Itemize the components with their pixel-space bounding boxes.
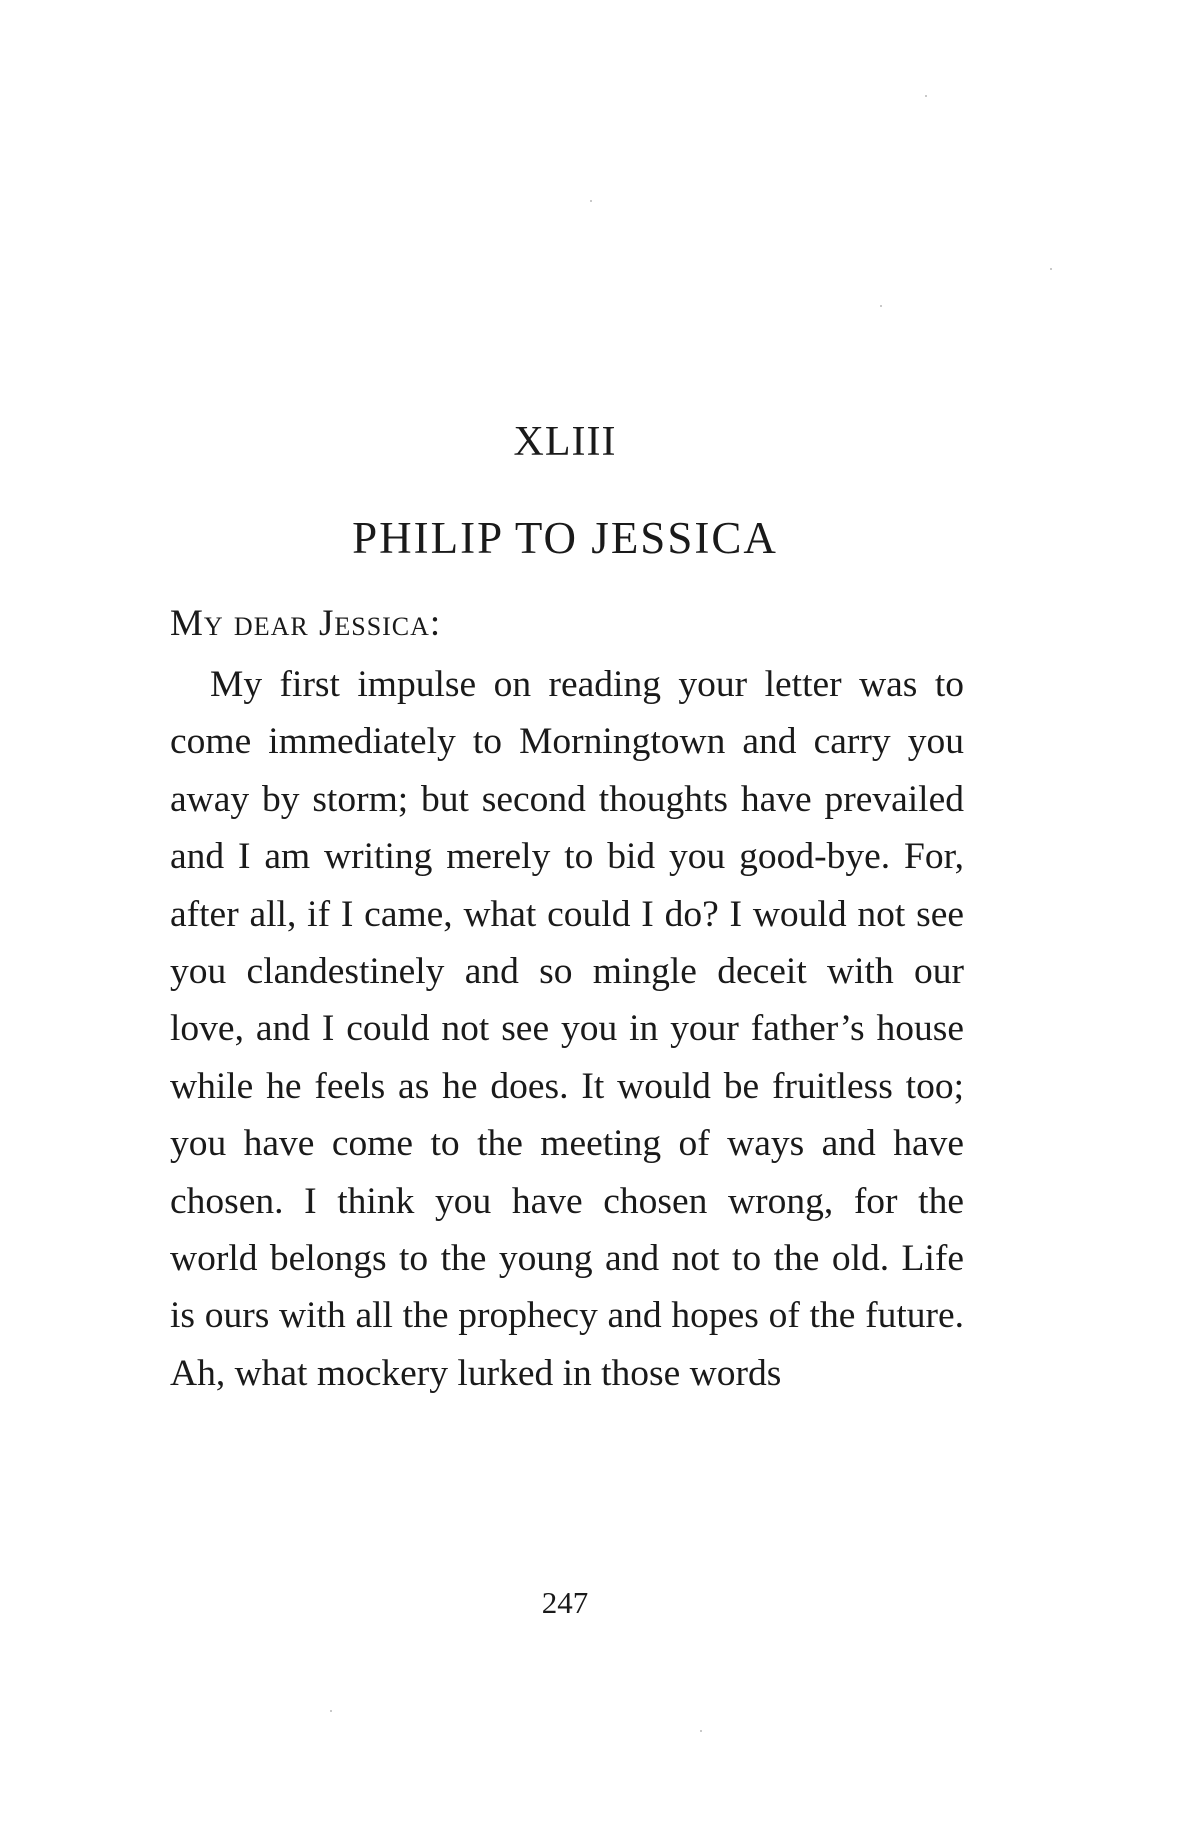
paper-speck	[590, 200, 592, 202]
chapter-number: XLIII	[513, 419, 617, 465]
letter-body: My first impulse on reading your letter was to come immediately to Morningtown and carry you away by storm; but second thoughts have prevailed and I am writing merely to bid you good-bye. For, after all, if I came, what could I do? I would not see you clandestinely and so mingle deceit with our love, and I could not see you in your father’s house while he feels as he does. It would be fruitless too; you have come to the meeting of ways and have chosen. I think you have chosen wrong, for the world belongs to the young and not to the old. Life is ours with all the prophecy and hopes of the future. Ah, what mockery lurked in those words	[170, 664, 964, 1394]
paper-speck	[925, 95, 927, 97]
paper-speck	[880, 305, 882, 307]
letter-salutation: My dear Jessica:	[170, 603, 442, 644]
paper-speck	[700, 1730, 702, 1732]
chapter-title: PHILIP TO JESSICA	[352, 513, 778, 563]
page-number: 247	[541, 1585, 589, 1620]
paper-speck	[1050, 268, 1052, 270]
paper-speck	[330, 1710, 332, 1712]
